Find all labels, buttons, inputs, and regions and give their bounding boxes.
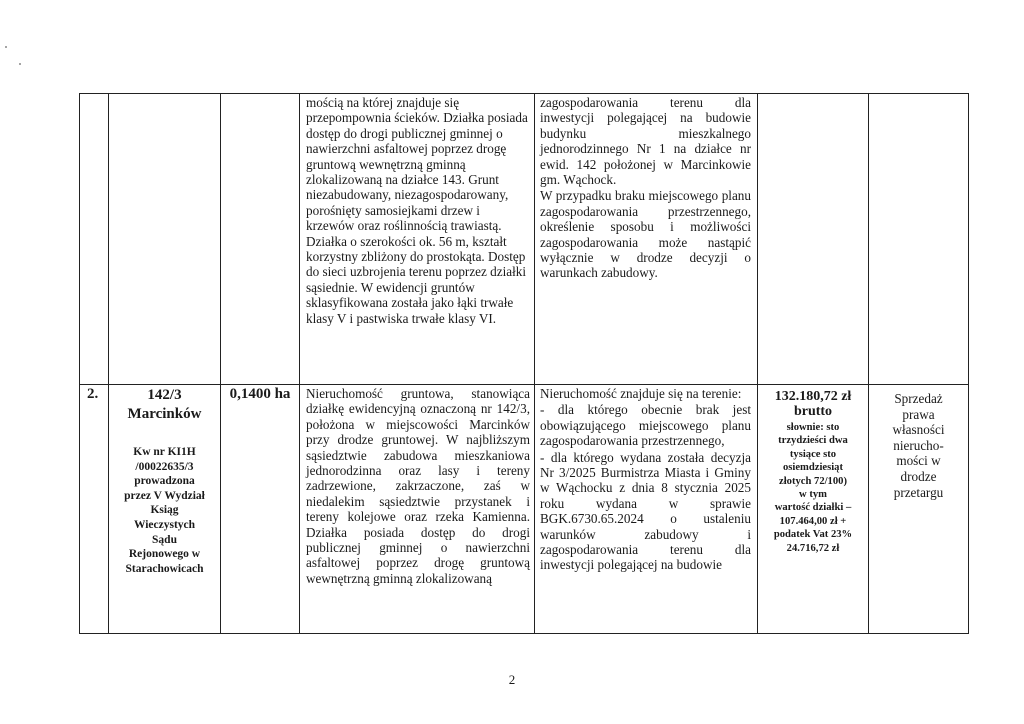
table-row xyxy=(80,385,969,634)
cell-sale-form xyxy=(869,94,969,385)
cell-area xyxy=(221,385,300,634)
cell-parcel xyxy=(109,385,221,634)
cell-planning xyxy=(535,385,758,634)
cell-number xyxy=(80,385,109,634)
parcel-id: 142/3 xyxy=(147,387,182,403)
area-value: 0,1400 ha xyxy=(229,386,291,402)
table-row xyxy=(80,94,969,385)
planning-paragraph: - dla którego wydana została decyzja Nr 3/2025 Burmistrza Miasta i Gminy w Wąchocku z dnia 8 stycznia 2025 roku wydana w sprawie BGK.6730.65.2024 o ustaleniu warunków zabudowy i zagospodarowania terenu dla inwestycji polegającej na budowie xyxy=(540,449,751,573)
cell-description xyxy=(300,385,535,634)
cell-parcel xyxy=(109,94,221,385)
cell-price xyxy=(758,385,869,634)
sale-form: Sprzedaż prawa własności nierucho- mości w drodze przetargu xyxy=(892,391,945,500)
cell-planning xyxy=(535,94,758,385)
price-words: słownie: sto trzydzieści dwa tysiące sto osiemdziesiąt złotych 72/100) w tym wartość działki – 107.464,00 zł + podatek Vat 23% 24.716,72 zł xyxy=(773,422,853,554)
land-register: Kw nr KI1H /00022635/3 prowadzona przez V Wydział Ksiąg Wieczystych Sądu Rejonowego w Starachowicach xyxy=(124,446,205,575)
property-table xyxy=(79,93,969,634)
cell-description xyxy=(300,94,535,385)
planning-paragraph: W przypadku braku miejscowego planu zagospodarowania przestrzennego, określenie sposobu i możliwości zagospodarowania może nastąpić wyłącznie w drodze decyzji o warunkach zabudowy. xyxy=(540,188,751,281)
page-number: 2 xyxy=(508,672,516,687)
price-block xyxy=(758,385,868,555)
planning-paragraph: - dla którego obecnie brak jest obowiązującego miejscowego planu zagospodarowania przestrzennego, xyxy=(540,402,751,449)
planning-paragraph: zagospodarowania terenu dla inwestycji polegającej na budowie budynku mieszkalnego jednorodzinnego Nr 1 na działce nr ewid. 142 położonej w Marcinkowie gm. Wąchock. xyxy=(540,95,751,188)
description-text: Nieruchomość gruntowa, stanowiąca działkę ewidencyjną oznaczoną nr 142/3, położona w miejscowości Marcinków przy drodze gruntowej. W najbliższym sąsiedztwie zabudowa mieszkaniowa jednorodzinna oraz lasy i tereny zadrzewione, zakrzaczone, zaś w niedalekim sąsiedztwie przystanek i tereny kolejowe oraz rzeka Kamienna. Działka posiada dostęp do drogi publicznej gminnej o nawierzchni asfaltowej poprzez drogę gruntową wewnętrzną gminną zlokalizowaną xyxy=(306,386,530,586)
cell-area xyxy=(221,94,300,385)
scan-speck xyxy=(5,46,7,48)
price-gross-label: brutto xyxy=(793,404,833,419)
cell-price xyxy=(758,94,869,385)
planning-paragraph: Nieruchomość znajduje się na terenie: xyxy=(540,386,742,401)
cell-sale-form xyxy=(869,385,969,634)
cell-number xyxy=(80,94,109,385)
row-number: 2. xyxy=(87,386,99,402)
price-gross: 132.180,72 zł xyxy=(774,389,852,404)
locality: Marcinków xyxy=(127,406,202,422)
description-text: mością na której znajduje się przepompownia ścieków. Działka posiada dostęp do drogi publicznej gminnej o nawierzchni asfaltowej poprzez drogę gruntową wewnętrzną gminną zlokalizowaną na działce 143. Grunt niezabudowany, niezagospodarowany, porośnięty samosiejkami drzew i krzewów oraz roślinnością trawiastą. Działka o szerokości ok. 56 m, kształt korzystny zbliżony do prostokąta. Dostęp do sieci uzbrojenia terenu poprzez działki sąsiednie. W ewidencji gruntów sklasyfikowana została jako łąki trwałe klasy V i pastwiska trwałe klasy VI. xyxy=(306,95,528,326)
scan-speck xyxy=(19,63,21,65)
